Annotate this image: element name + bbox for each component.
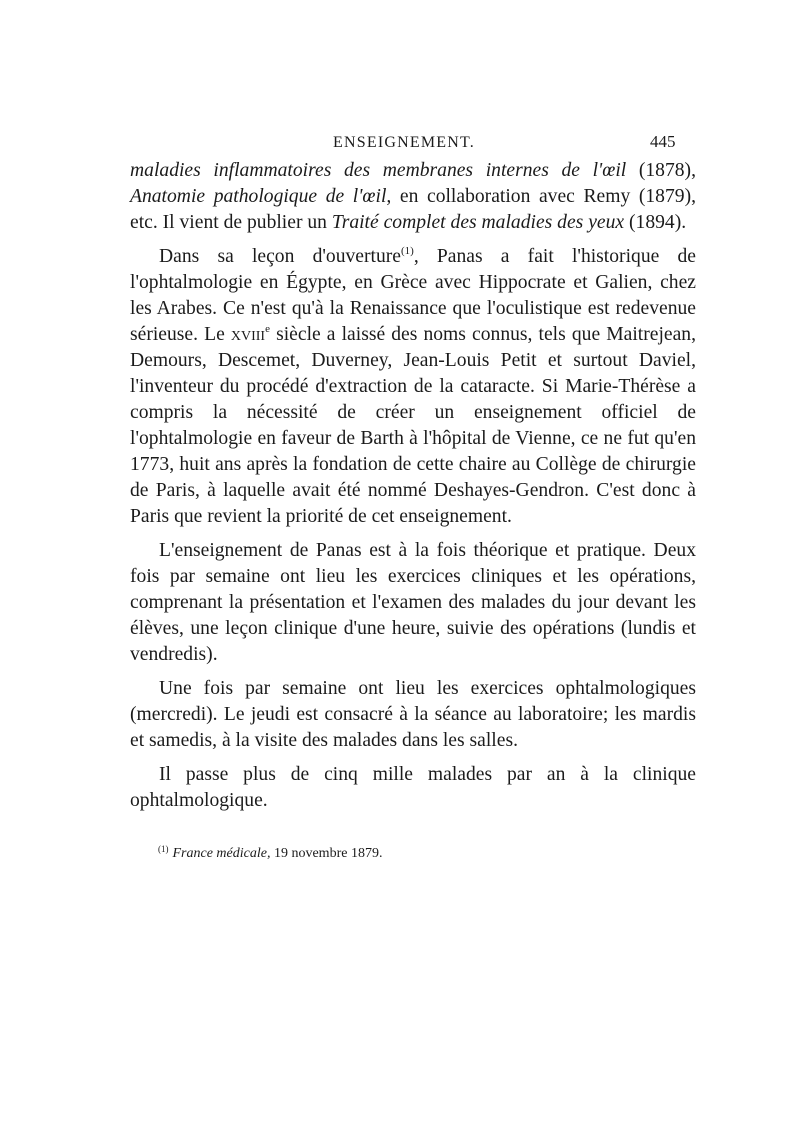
text-span: , Panas a fait l'historique de l'ophtalmologie en Égypte, en Grèce avec Hippocrate et Galien, chez les Arabes. Ce n'est qu'à la Renaissance que l'oculistique est redevenue sérieuse. Le — [130, 246, 696, 345]
century-superscript: e — [265, 323, 270, 335]
text-span: (1894). — [624, 212, 687, 233]
page-number: 445 — [650, 132, 676, 151]
paragraph-3: L'enseignement de Panas est à la fois théorique et pratique. Deux fois par semaine ont lieu les exercices cliniques et les opérations, comprenant la présentation et l'examen des malades du jour devant les élèves, une leçon clinique d'une heure, suivie des opérations (lundis et vendredis). — [130, 540, 696, 665]
footnote-reference[interactable]: (1) — [400, 245, 414, 257]
footnote — [158, 846, 382, 862]
paragraph-1 — [130, 158, 696, 236]
main-text — [130, 158, 696, 814]
paragraph-5: Il passe plus de cinq mille malades par an à la clinique ophtalmologique. — [130, 764, 696, 811]
text-span: siècle a laissé des noms connus, tels que Maitrejean, Demours, Descemet, Duverney, Jean-Louis Petit et surtout Daviel, l'inventeur du procédé d'extraction de la cataracte. Si Marie-Thérèse a compris la nécessité de créer un enseignement officiel de l'ophtalmologie en faveur de Barth à l'hôpital de Vienne, ce ne fut qu'en 1773, huit ans après la fondation de cette chaire au Collège de chirurgie de Paris, à laquelle avait été nommé Deshayes-Gendron. C'est donc à Paris que revient la priorité de cet enseignement. — [130, 324, 697, 527]
italic-title-1: maladies inflammatoires des membranes internes de l'œil — [130, 160, 627, 181]
paragraph-2 — [130, 244, 696, 530]
century-numeral: xviii — [230, 324, 266, 345]
running-header: ENSEIGNEMENT. — [333, 134, 475, 151]
text-span: (1878), — [626, 160, 696, 181]
italic-title-3: Traité complet des maladies des yeux — [331, 212, 625, 233]
text-span: en collaboration avec Remy (1879), etc. Il vient de publier un — [130, 186, 696, 233]
footnote-marker: (1) — [158, 844, 169, 854]
footnote-source: France médicale, — [172, 846, 271, 861]
paragraph-4: Une fois par semaine ont lieu les exercices ophtalmologiques (mercredi). Le jeudi est consacré à la séance au laboratoire; les mardis et samedis, à la visite des malades dans les salles. — [130, 678, 696, 751]
italic-title-2: Anatomie pathologique de l'œil, — [130, 186, 392, 207]
footnote-date: 19 novembre 1879. — [270, 846, 383, 861]
text-span: Dans sa leçon d'ouverture — [159, 246, 401, 267]
